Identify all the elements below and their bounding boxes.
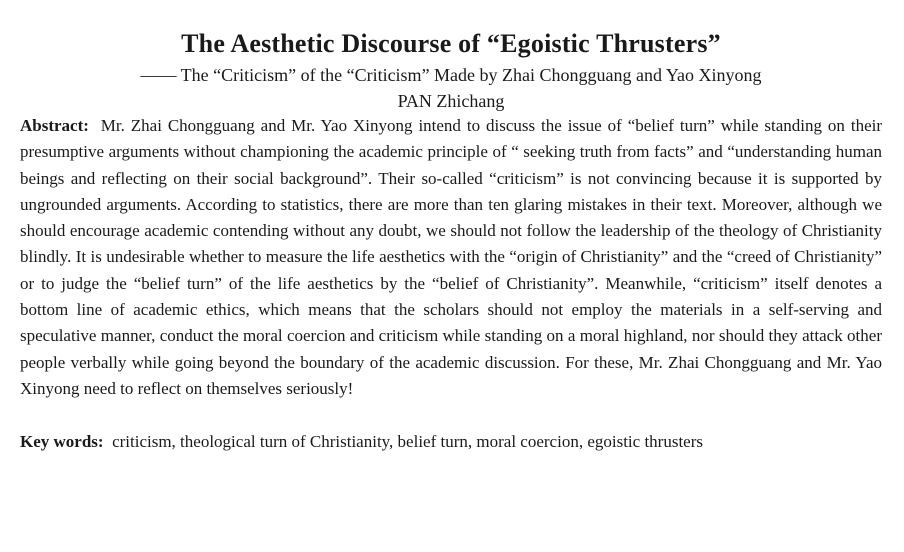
author-name: PAN Zhichang [397, 91, 505, 111]
abstract-label: Abstract: [20, 116, 89, 135]
keywords-text: criticism, theological turn of Christianity, belief turn, moral coercion, egoistic thrusters [112, 432, 703, 452]
keywords-label: Key words: [20, 432, 104, 452]
paper-title: The Aesthetic Discourse of “Egoistic Thrusters” [181, 29, 721, 58]
keywords-paragraph [20, 402, 882, 455]
abstract-text: Mr. Zhai Chongguang and Mr. Yao Xinyong intend to discuss the issue of “belief turn” while standing on their presumptive arguments without championing the academic principle of “ seeking truth from facts” and “understanding human beings and reflecting on their social background”. Their so-called “criticism” is not convincing because it is supported by ungrounded arguments. According to statistics, there are more than ten glaring mistakes in their text. Moreover, although we should encourage academic contending without any doubt, we should not follow the leadership of the theology of Christianity blindly. It is undesirable whether to measure the life aesthetics with the “origin of Christianity” and the “creed of Christianity” or to judge the “belief turn” of the life aesthetics by the “belief of Christianity”. Meanwhile, “criticism” itself denotes a bottom line of academic ethics, which means that the scholars should not employ the materials in a self-serving and speculative manner, conduct the moral coercion and criticism while standing on a moral highland, nor should they attack other people verbally while going beyond the boundary of the academic discussion. For these, Mr. Zhai Chongguang and Mr. Yao Xinyong need to reflect on themselves seriously! [20, 116, 883, 398]
abstract-paragraph [20, 113, 882, 402]
paper-subtitle: —— The “Criticism” of the “Criticism” Made by Zhai Chongguang and Yao Xinyong [140, 65, 762, 85]
